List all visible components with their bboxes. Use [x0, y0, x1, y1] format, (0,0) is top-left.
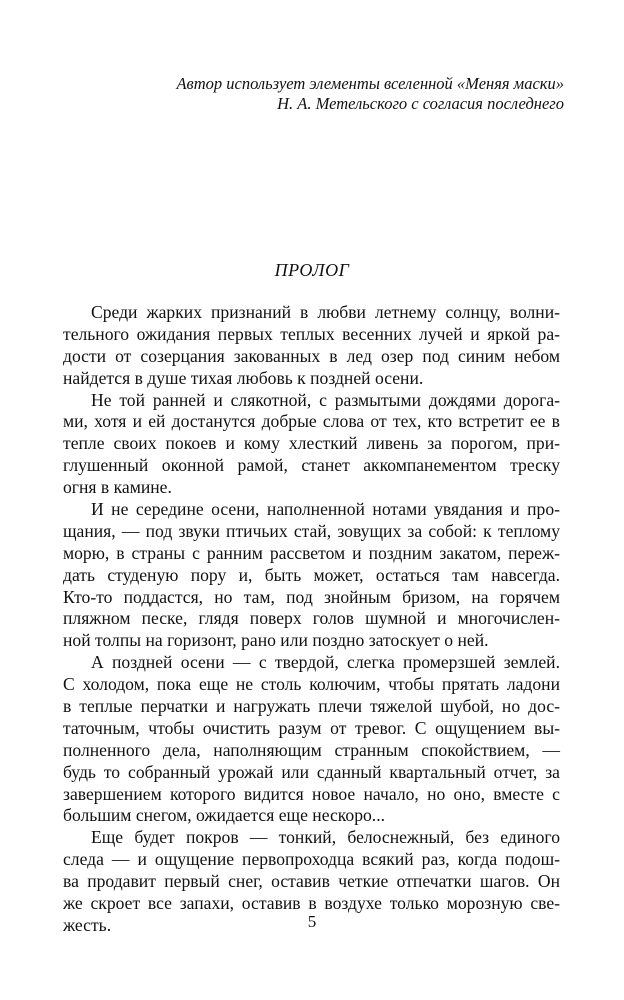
text-line: А поздней осени — с твердой, слегка промерзшей землей. [91, 652, 560, 673]
text-line: С холодом, пока еще не столь колючим, чтобы прятать ладони [63, 674, 560, 695]
text-line: будь то собранный урожай или сданный квартальный отчет, за [63, 761, 560, 782]
text-line: следа — и ощущение первопроходца всякий раз, когда подош- [63, 849, 560, 870]
text-line: Среди жарких признаний в любви летнему солнцу, волни- [91, 302, 560, 322]
text-line: глушенный оконной рамой, станет аккомпанементом треску [63, 455, 560, 476]
text-line: дать студеную пору и, быть может, остаться там навсегда. [63, 564, 560, 585]
text-line: найдется в душе тихая любовь к поздней осени. [63, 367, 424, 388]
text-line: ми, хотя и ей достанутся добрые слова от тех, кто встретит ее в [63, 411, 560, 432]
epigraph-line: Автор использует элементы вселенной «Меняя маски» [176, 74, 564, 93]
text-line: Кто-то поддастся, но там, под знойным бризом, на горячем [63, 586, 560, 607]
chapter-title: ПРОЛОГ [274, 260, 350, 280]
text-line: ва продавит первый снег, оставив четкие отпечатки шагов. Он [63, 871, 560, 892]
text-line: Еще будет покров — тонкий, белоснежный, без единого [91, 827, 560, 848]
text-line: же скроет все запахи, оставив в воздухе только морозную све- [63, 893, 560, 914]
text-line: ной толпы на горизонт, рано или поздно затоскует о ней. [63, 630, 489, 651]
text-line: морю, в страны с ранним рассветом и поздним закатом, переж- [63, 542, 560, 563]
text-line: Не той ранней и слякотной, с размытыми дождями дорога- [91, 389, 560, 410]
text-line: щания, — под звуки птичьих стай, зовущих за собой: к теплому [63, 520, 560, 541]
epigraph-line: Н. А. Метельского с согласия последнего [277, 94, 564, 113]
text-line: завершением которого видится новое начало, но оно, вместе с [63, 783, 560, 804]
text-line: жесть. [63, 914, 112, 935]
body-text [63, 302, 560, 937]
text-line: огня в камине. [63, 477, 172, 498]
epigraph [176, 74, 564, 114]
text-line: таточным, чтобы очистить разум от тревог. С ощущением вы- [63, 717, 560, 738]
text-line: тепле своих покоев и кому хлесткий ливень за порогом, при- [63, 433, 560, 454]
page-number: 5 [307, 912, 317, 931]
text-line: пляжном песке, глядя поверх голов шумной и многочислен- [63, 608, 560, 629]
text-line: И не середине осени, наполненной нотами увядания и про- [91, 499, 560, 520]
text-line: тельного ожидания первых теплых весенних лучей и яркой ра- [63, 323, 560, 344]
text-line: дости от созерцания закованных в лед озер под синим небом [63, 345, 560, 366]
text-line: большим снегом, ожидается еще нескоро... [63, 805, 385, 826]
text-line: полненного дела, наполняющим странным спокойствием, — [63, 739, 560, 760]
text-line: в теплые перчатки и нагружать плечи тяжелой шубой, но дос- [63, 696, 560, 717]
